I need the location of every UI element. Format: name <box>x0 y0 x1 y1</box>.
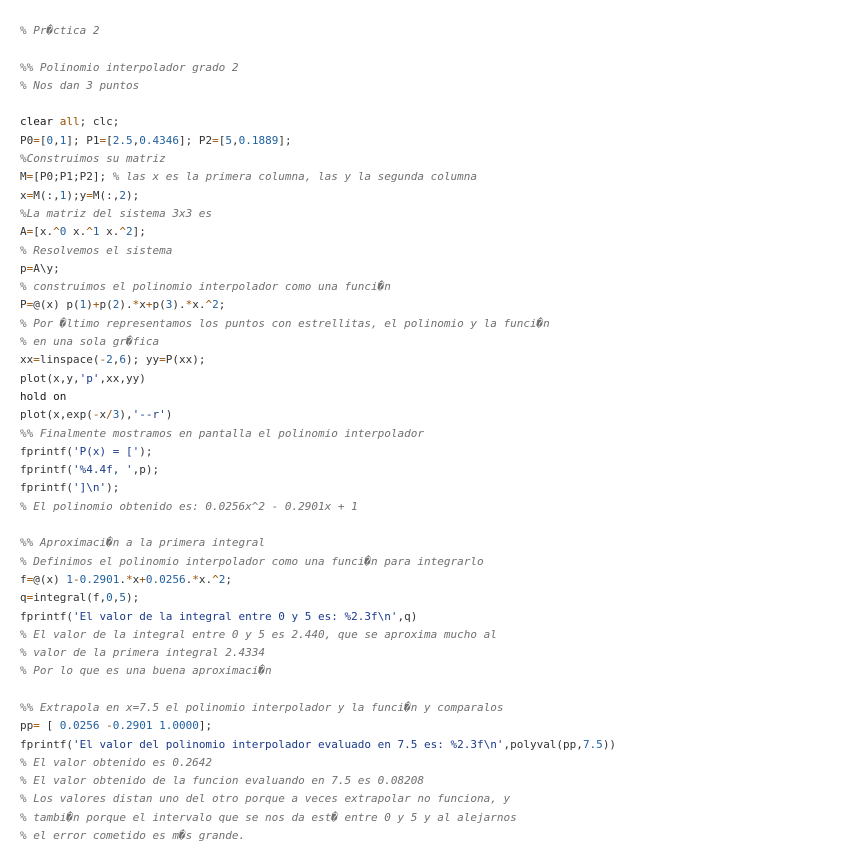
code-line[interactable] <box>20 644 848 662</box>
code-line[interactable] <box>20 699 848 717</box>
code-token: M(:, <box>92 188 120 202</box>
code-token: = <box>212 133 219 147</box>
code-token: % en una sola gr�fica <box>20 335 160 349</box>
code-line[interactable] <box>20 315 848 333</box>
code-line[interactable] <box>20 150 848 168</box>
code-token: ; clc; <box>79 115 120 129</box>
code-token: ); yy <box>125 353 160 367</box>
code-token: %% Polinomio interpolador grado 2 <box>20 60 239 74</box>
code-token: 0 <box>106 591 113 605</box>
code-token: , <box>132 133 140 147</box>
code-line[interactable] <box>20 260 848 278</box>
code-token: ^ <box>86 225 93 239</box>
code-token: x. <box>192 298 206 312</box>
code-token: - <box>92 408 100 422</box>
code-token: 2 <box>106 353 113 367</box>
code-token: % Nos dan 3 puntos <box>20 78 140 92</box>
code-line[interactable] <box>20 113 848 131</box>
code-token: x. <box>99 225 120 239</box>
code-line[interactable] <box>20 662 848 680</box>
code-token: = <box>33 133 40 147</box>
code-token: , <box>112 591 120 605</box>
code-line[interactable] <box>20 461 848 479</box>
code-token: pp <box>20 719 34 733</box>
code-line[interactable] <box>20 571 848 589</box>
code-token: plot(x,exp( <box>20 408 93 422</box>
code-token: 0.2901 <box>112 719 153 733</box>
code-token: 0 <box>46 133 54 147</box>
code-token: . <box>185 572 193 586</box>
code-token: 0.4346 <box>139 133 179 147</box>
code-token: x <box>20 188 27 202</box>
code-token: - <box>99 353 107 367</box>
code-token: %La matriz del sistema 3x3 es <box>20 206 213 220</box>
code-token: * <box>132 298 140 312</box>
code-token: ']\n' <box>72 481 107 495</box>
code-token: ); <box>125 591 140 605</box>
code-token: = <box>26 572 34 586</box>
code-token: 2 <box>119 188 126 202</box>
code-token: ). <box>119 298 133 312</box>
code-token: M <box>20 170 27 184</box>
code-token: 0.2901 <box>79 572 120 586</box>
code-line[interactable] <box>20 443 848 461</box>
code-token: % Por lo que es una buena aproximaci�n <box>20 664 272 678</box>
code-line[interactable] <box>20 754 848 772</box>
code-token: x. <box>66 225 87 239</box>
code-token: 2 <box>126 225 133 239</box>
code-token: ) <box>165 408 173 422</box>
code-line[interactable] <box>20 187 848 205</box>
code-token: 'El valor de la integral entre 0 y 5 es: %2.3f\n' <box>72 609 398 623</box>
code-line[interactable] <box>20 626 848 644</box>
code-token: ,q) <box>397 609 418 623</box>
code-line[interactable] <box>20 132 848 150</box>
code-token: = <box>99 133 107 147</box>
code-line[interactable] <box>20 717 848 735</box>
code-line[interactable] <box>20 534 848 552</box>
code-token: % las x es la primera columna, las y la segunda columna <box>112 170 477 184</box>
code-token: ; <box>218 298 226 312</box>
code-token: 3 <box>165 298 173 312</box>
code-token: ,p); <box>132 463 160 477</box>
code-token: 'p' <box>79 371 100 385</box>
code-token: 1 <box>59 133 67 147</box>
code-token: [P0;P1;P2]; <box>33 170 113 184</box>
code-token: %% Finalmente mostramos en pantalla el polinomio interpolador <box>20 426 424 440</box>
code-line[interactable] <box>20 278 848 296</box>
code-line[interactable] <box>20 406 848 424</box>
code-token: )) <box>602 737 617 751</box>
code-token: 2 <box>218 572 226 586</box>
code-token: / <box>106 408 113 422</box>
code-token: %% Aproximaci�n a la primera integral <box>20 536 266 550</box>
code-token: 2 <box>212 298 219 312</box>
code-token: xx <box>20 353 34 367</box>
code-line[interactable] <box>20 242 848 260</box>
code-token: ); <box>106 481 120 495</box>
code-token: '--r' <box>132 408 166 422</box>
code-token: % valor de la primera integral 2.4334 <box>20 646 266 660</box>
code-token: % Pr�ctica 2 <box>20 24 100 37</box>
code-token: 0.0256 <box>59 719 100 733</box>
code-token: %Construimos su matriz <box>20 152 166 166</box>
code-token: q <box>20 591 27 605</box>
code-token: p <box>20 261 27 275</box>
code-line[interactable] <box>20 333 848 351</box>
code-token: fprintf( <box>20 481 73 495</box>
code-token: x <box>132 572 140 586</box>
code-token: linspace( <box>39 353 100 367</box>
code-token: );y <box>66 188 87 202</box>
code-token: [ <box>39 719 60 733</box>
code-token: 6 <box>119 353 126 367</box>
code-token: ); <box>139 444 153 458</box>
code-token: 7.5 <box>582 737 603 751</box>
code-token: [x. <box>33 225 54 239</box>
code-token: integral(f, <box>33 591 107 605</box>
code-token: % Definimos el polinomio interpolador como una funci�n para integrarlo <box>20 554 484 568</box>
code-token: . <box>119 572 126 586</box>
code-token: [ <box>39 133 47 147</box>
code-token: ]; <box>132 225 146 239</box>
code-line[interactable] <box>20 736 848 754</box>
code-token: 5 <box>225 133 232 147</box>
code-token: 0 <box>59 225 67 239</box>
code-token: = <box>159 353 166 367</box>
code-token: ). <box>172 298 186 312</box>
code-line[interactable] <box>20 827 848 845</box>
code-token: ]; P2 <box>179 133 213 147</box>
code-line[interactable] <box>20 809 848 827</box>
code-token: 1 <box>79 298 87 312</box>
code-line[interactable] <box>20 77 848 95</box>
code-token: ,xx,yy) <box>99 371 146 385</box>
code-token: 2 <box>112 298 120 312</box>
code-token: 0.1889 <box>238 133 279 147</box>
code-token: ]; <box>198 719 213 733</box>
code-token: fprintf( <box>20 737 73 751</box>
code-line[interactable] <box>20 681 848 699</box>
code-line[interactable] <box>20 772 848 790</box>
code-token: = <box>26 225 34 239</box>
code-token: % Resolvemos el sistema <box>20 243 173 257</box>
code-token: ^ <box>212 572 219 586</box>
code-line[interactable] <box>20 223 848 241</box>
code-token: f <box>20 572 27 586</box>
code-token: 5 <box>119 591 126 605</box>
code-token: @(x) <box>33 572 67 586</box>
code-token: ) <box>86 298 93 312</box>
code-token: ); <box>126 188 140 202</box>
code-token: all <box>59 115 80 129</box>
code-token: 1 <box>59 188 67 202</box>
code-token: fprintf( <box>20 444 73 458</box>
code-token: 3 <box>112 408 120 422</box>
code-line[interactable] <box>20 59 848 77</box>
code-token: + <box>145 298 153 312</box>
code-token: = <box>26 591 34 605</box>
code-token: % El valor de la integral entre 0 y 5 es 2.440, que se aproxima mucho al <box>20 627 497 641</box>
code-token: , <box>112 353 120 367</box>
code-token: ]; <box>278 133 292 147</box>
code-token: = <box>26 261 34 275</box>
code-token: %% Extrapola en x=7.5 el polinomio interpolador y la funci�n y comparalos <box>20 700 504 714</box>
code-token: A <box>20 225 27 239</box>
code-line[interactable] <box>20 425 848 443</box>
code-token: hold on <box>20 389 67 403</box>
code-token: P0 <box>20 133 34 147</box>
code-token: ), <box>119 408 133 422</box>
code-token: plot(x,y, <box>20 371 80 385</box>
code-line[interactable] <box>20 589 848 607</box>
code-token: * <box>126 572 133 586</box>
code-line[interactable] <box>20 790 848 808</box>
code-token: % El valor obtenido es 0.2642 <box>20 755 213 769</box>
code-token: * <box>185 298 193 312</box>
code-token: x <box>139 298 146 312</box>
code-token: [ <box>106 133 113 147</box>
code-token: % Los valores distan uno del otro porque a veces extrapolar no funciona, y <box>20 792 511 806</box>
code-token: [ <box>218 133 226 147</box>
code-token: fprintf( <box>20 609 73 623</box>
code-line[interactable] <box>20 40 848 58</box>
code-token: @(x) p( <box>33 298 80 312</box>
code-line[interactable] <box>20 95 848 113</box>
code-token: A\y; <box>33 261 60 275</box>
code-token: ^ <box>205 298 213 312</box>
code-token: % Por �ltimo representamos los puntos con estrellitas, el polinomio y la funci�n <box>20 316 550 330</box>
code-line[interactable] <box>20 296 848 314</box>
code-token: p( <box>152 298 166 312</box>
code-token: * <box>192 572 199 586</box>
code-token: '%4.4f, ' <box>72 463 133 477</box>
code-token: 1.0000 <box>159 719 199 733</box>
code-line[interactable] <box>20 205 848 223</box>
code-line[interactable] <box>20 22 848 40</box>
code-token: ^ <box>119 225 126 239</box>
code-line[interactable] <box>20 608 848 626</box>
code-line[interactable] <box>20 370 848 388</box>
code-token: P <box>20 298 27 312</box>
code-token: = <box>26 170 34 184</box>
code-token: M(:, <box>33 188 60 202</box>
code-token: 'P(x) = [' <box>72 444 140 458</box>
code-token: , <box>53 133 60 147</box>
code-token: ^ <box>53 225 60 239</box>
code-token: - <box>106 719 113 733</box>
code-token: = <box>26 298 34 312</box>
code-token: 1 <box>92 225 100 239</box>
code-token: 2.5 <box>112 133 133 147</box>
code-token: = <box>33 719 40 733</box>
code-token: x <box>99 408 107 422</box>
code-token: 1 <box>66 572 73 586</box>
code-line[interactable] <box>20 351 848 369</box>
code-token: clear <box>20 115 60 129</box>
code-line[interactable] <box>20 168 848 186</box>
code-token: + <box>139 572 146 586</box>
code-token: % El valor obtenido de la funcion evaluando en 7.5 es 0.08208 <box>20 774 424 788</box>
code-line[interactable] <box>20 553 848 571</box>
code-line[interactable] <box>20 498 848 516</box>
code-token: P(xx); <box>165 353 206 367</box>
code-line[interactable] <box>20 388 848 406</box>
code-token: % el error cometido es m�s grande. <box>20 829 246 843</box>
code-line[interactable] <box>20 479 848 497</box>
code-token: = <box>26 188 34 202</box>
code-token: 'El valor del polinomio interpolador evaluado en 7.5 es: %2.3f\n' <box>72 737 504 751</box>
code-token: ,polyval(pp, <box>503 737 583 751</box>
code-token: % tambi�n porque el intervalo que se nos da est� entre 0 y 5 y al alejarnos <box>20 810 517 824</box>
code-token: , <box>232 133 239 147</box>
code-token: = <box>86 188 93 202</box>
code-token: = <box>33 353 40 367</box>
code-token: + <box>92 298 100 312</box>
code-token: fprintf( <box>20 463 73 477</box>
code-line[interactable] <box>20 516 848 534</box>
code-token: % construimos el polinomio interpolador como una funci�n <box>20 280 391 294</box>
code-token: p( <box>99 298 113 312</box>
code-token: % El polinomio obtenido es: 0.0256x^2 - 0.2901x + 1 <box>20 499 358 513</box>
code-token: - <box>73 572 80 586</box>
code-token: x. <box>198 572 213 586</box>
code-token: ; <box>225 572 232 586</box>
code-token: 0.0256 <box>145 572 186 586</box>
code-token: ]; P1 <box>66 133 100 147</box>
